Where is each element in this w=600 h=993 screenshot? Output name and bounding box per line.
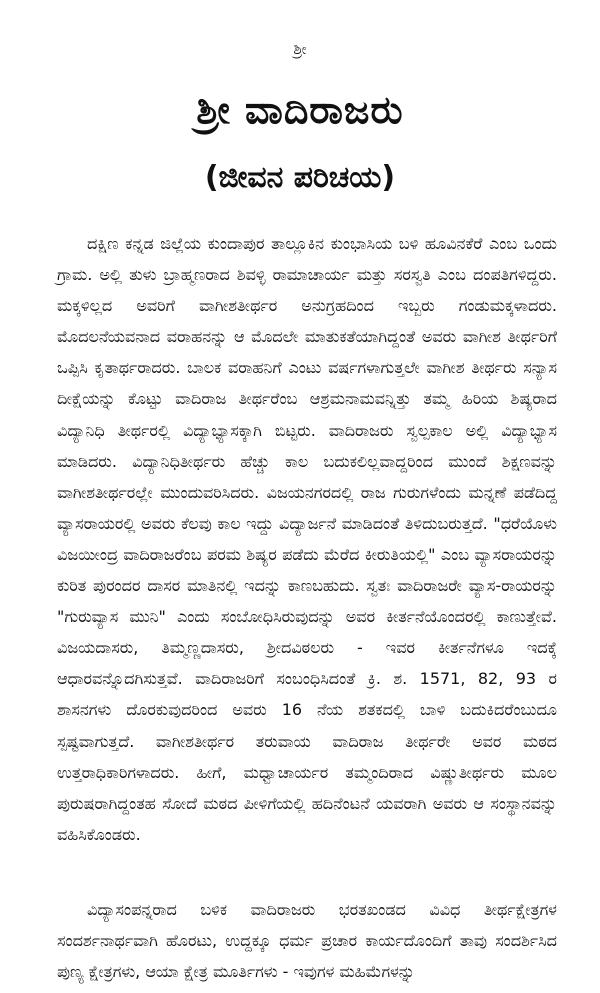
invocation-heading: ಶ್ರೀ — [293, 40, 307, 58]
paragraph: ದಕ್ಷಿಣ ಕನ್ನಡ ಜಿಲ್ಲೆಯ ಕುಂದಾಪುರ ತಾಲ್ಲೂಕಿನ ಕುಂಭಾಸಿಯ ಬಳಿ ಹೂವಿನಕೆರೆ ಎಂಬ ಒಂದು ಗ್ರಾಮ. ಅಲ್ಲಿ ತುಳು ಬ್ರಾಹ್ಮಣರಾದ ಶಿವಳ್ಳಿ ರಾಮಾಚಾರ್ಯ ಮತ್ತು ಸರಸ್ವತಿ ಎಂಬ ದಂಪತಿಗಳಿದ್ದರು. ಮಕ್ಕಳಿಲ್ಲದ ಅವರಿಗೆ ವಾಗೀಶತೀರ್ಥರ ಅನುಗ್ರಹದಿಂದ ಇಬ್ಬರು ಗಂಡುಮಕ್ಕಳಾದರು. ಮೊದಲನೆಯವನಾದ ವರಾಹನನ್ನು ಆ ಮೊದಲೇ ಮಾತುಕತೆಯಾಗಿದ್ದಂತೆ ಅವರು ವಾಗೀಶ ತೀರ್ಥರಿಗೆ ಒಪ್ಪಿಸಿ ಕೃತಾರ್ಥರಾದರು. ಬಾಲಕ ವರಾಹನಿಗೆ ಎಂಟು ವರ್ಷಗಳಾಗುತ್ತಲೇ ವಾಗೀಶ ತೀರ್ಥರು ಸನ್ಯಾಸ ದೀಕ್ಷೆಯನ್ನು ಕೊಟ್ಟು ವಾದಿರಾಜ ತೀರ್ಥರೆಂಬ ಆಶ್ರಮನಾಮವನ್ನಿತ್ತು ತಮ್ಮ ಹಿರಿಯ ಶಿಷ್ಯರಾದ ವಿದ್ಯಾನಿಧಿ ತೀರ್ಥರಲ್ಲಿ ವಿದ್ಯಾಭ್ಯಾಸಕ್ಕಾಗಿ ಬಿಟ್ಟರು. ವಾದಿರಾಜರು ಸ್ವಲ್ಪಕಾಲ ಅಲ್ಲಿ ವಿದ್ಯಾಭ್ಯಾಸ ಮಾಡಿದರು. ವಿದ್ಯಾನಿಧಿತೀರ್ಥರು ಹೆಚ್ಚು ಕಾಲ ಬದುಕಲಿಲ್ಲವಾದ್ದರಿಂದ ಮುಂದೆ ಶಿಕ್ಷಣವನ್ನು ವಾಗೀಶತೀರ್ಥರಲ್ಲೇ ಮುಂದುವರಿಸಿದರು. ವಿಜಯನಗರದಲ್ಲಿ ರಾಜ ಗುರುಗಳೆಂದು ಮನ್ನಣೆ ಪಡೆದಿದ್ದ ವ್ಯಾಸರಾಯರಲ್ಲಿ ಅವರು ಕೆಲವು ಕಾಲ ಇದ್ದು ವಿದ್ಯಾರ್ಜನೆ ಮಾಡಿದಂತೆ ತಿಳಿದುಬರುತ್ತದೆ. "ಧರೆಯೊಳು ವಿಜಯೀಂದ್ರ ವಾದಿರಾಜರೆಂಬ ಪರಮ ಶಿಷ್ಯರ ಪಡೆದು ಮೆರೆದ ಕೀರುತಿಯಲ್ಲಿ" ಎಂಬ ವ್ಯಾಸರಾಯರನ್ನು ಕುರಿತ ಪುರಂದರ ದಾಸರ ಮಾತಿನಲ್ಲಿ ಇದನ್ನು ಕಾಣಬಹುದು. ಸ್ವತಃ ವಾದಿರಾಜರೇ ವ್ಯಾಸ-ರಾಯರನ್ನು "ಗುರುವ್ಯಾಸ ಮುನಿ" ಎಂದು ಸಂಬೋಧಿಸಿರುವುದನ್ನು ಅವರ ಕೀರ್ತನೆಯೊಂದರಲ್ಲಿ ಕಾಣುತ್ತೇವೆ. ವಿಜಯದಾಸರು, ತಿಮ್ಮಣ್ಣದಾಸರು, ಶ್ರೀದವಿಠಲರು - ಇವರ ಕೀರ್ತನೆಗಳೂ ಇದಕ್ಕೆ ಆಧಾರವನ್ನೊದಗಿಸುತ್ತವೆ. ವಾದಿರಾಜರಿಗೆ ಸಂಬಂಧಿಸಿದಂತೆ ಕ್ರಿ. ಶ. 1571, 82, 93 ರ ಶಾಸನಗಳು ದೊರಕುವುದರಿಂದ ಅವರು 16 ನೆಯ ಶತಕದಲ್ಲಿ ಬಾಳಿ ಬದುಕಿದರೆಂಬುದೂ ಸ್ಪಷ್ಟವಾಗುತ್ತದೆ. ವಾಗೀಶತೀರ್ಥರ ತರುವಾಯ ವಾದಿರಾಜ ತೀರ್ಥರೇ ಅವರ ಮಠದ ಉತ್ತರಾಧಿಕಾರಿಗಳಾದರು. ಹೀಗೆ, ಮಧ್ವಾಚಾರ್ಯರ ತಮ್ಮಂದಿರಾದ ವಿಷ್ಣುತೀರ್ಥರು ಮೂಲ ಪುರುಷರಾಗಿದ್ದಂತಹ ಸೋದೆ ಮಠದ ಪೀಳಿಗೆಯಲ್ಲಿ ಹದಿನೆಂಟನೆ ಯವರಾಗಿ ಅವರು ಆ ಸಂಸ್ಥಾನವನ್ನು ವಹಿಸಿಕೊಂಡರು. — [57, 234, 557, 844]
page-title: ಶ್ರೀ ವಾದಿರಾಜರು — [196, 88, 404, 132]
page-subtitle: (ಜೀವನ ಪರಿಚಯ) — [204, 160, 396, 195]
body-text-block — [57, 228, 557, 850]
body-text-block — [57, 894, 557, 987]
paragraph: ವಿದ್ಯಾಸಂಪನ್ನರಾದ ಬಳಿಕ ವಾದಿರಾಜರು ಭರತಖಂಡದ ವಿವಿಧ ತೀರ್ಥಕ್ಷೇತ್ರಗಳ ಸಂದರ್ಶನಾರ್ಥವಾಗಿ ಹೊರಟು, ಉದ್ದಕ್ಕೂ ಧರ್ಮ ಪ್ರಚಾರ ಕಾರ್ಯದೊಂದಿಗೆ ತಾವು ಸಂದರ್ಶಿಸಿದ ಪುಣ್ಯ ಕ್ಷೇತ್ರಗಳು, ಆಯಾ ಕ್ಷೇತ್ರ ಮೂರ್ತಿಗಳು - ಇವುಗಳ ಮಹಿಮೆಗಳನ್ನು — [57, 900, 557, 982]
